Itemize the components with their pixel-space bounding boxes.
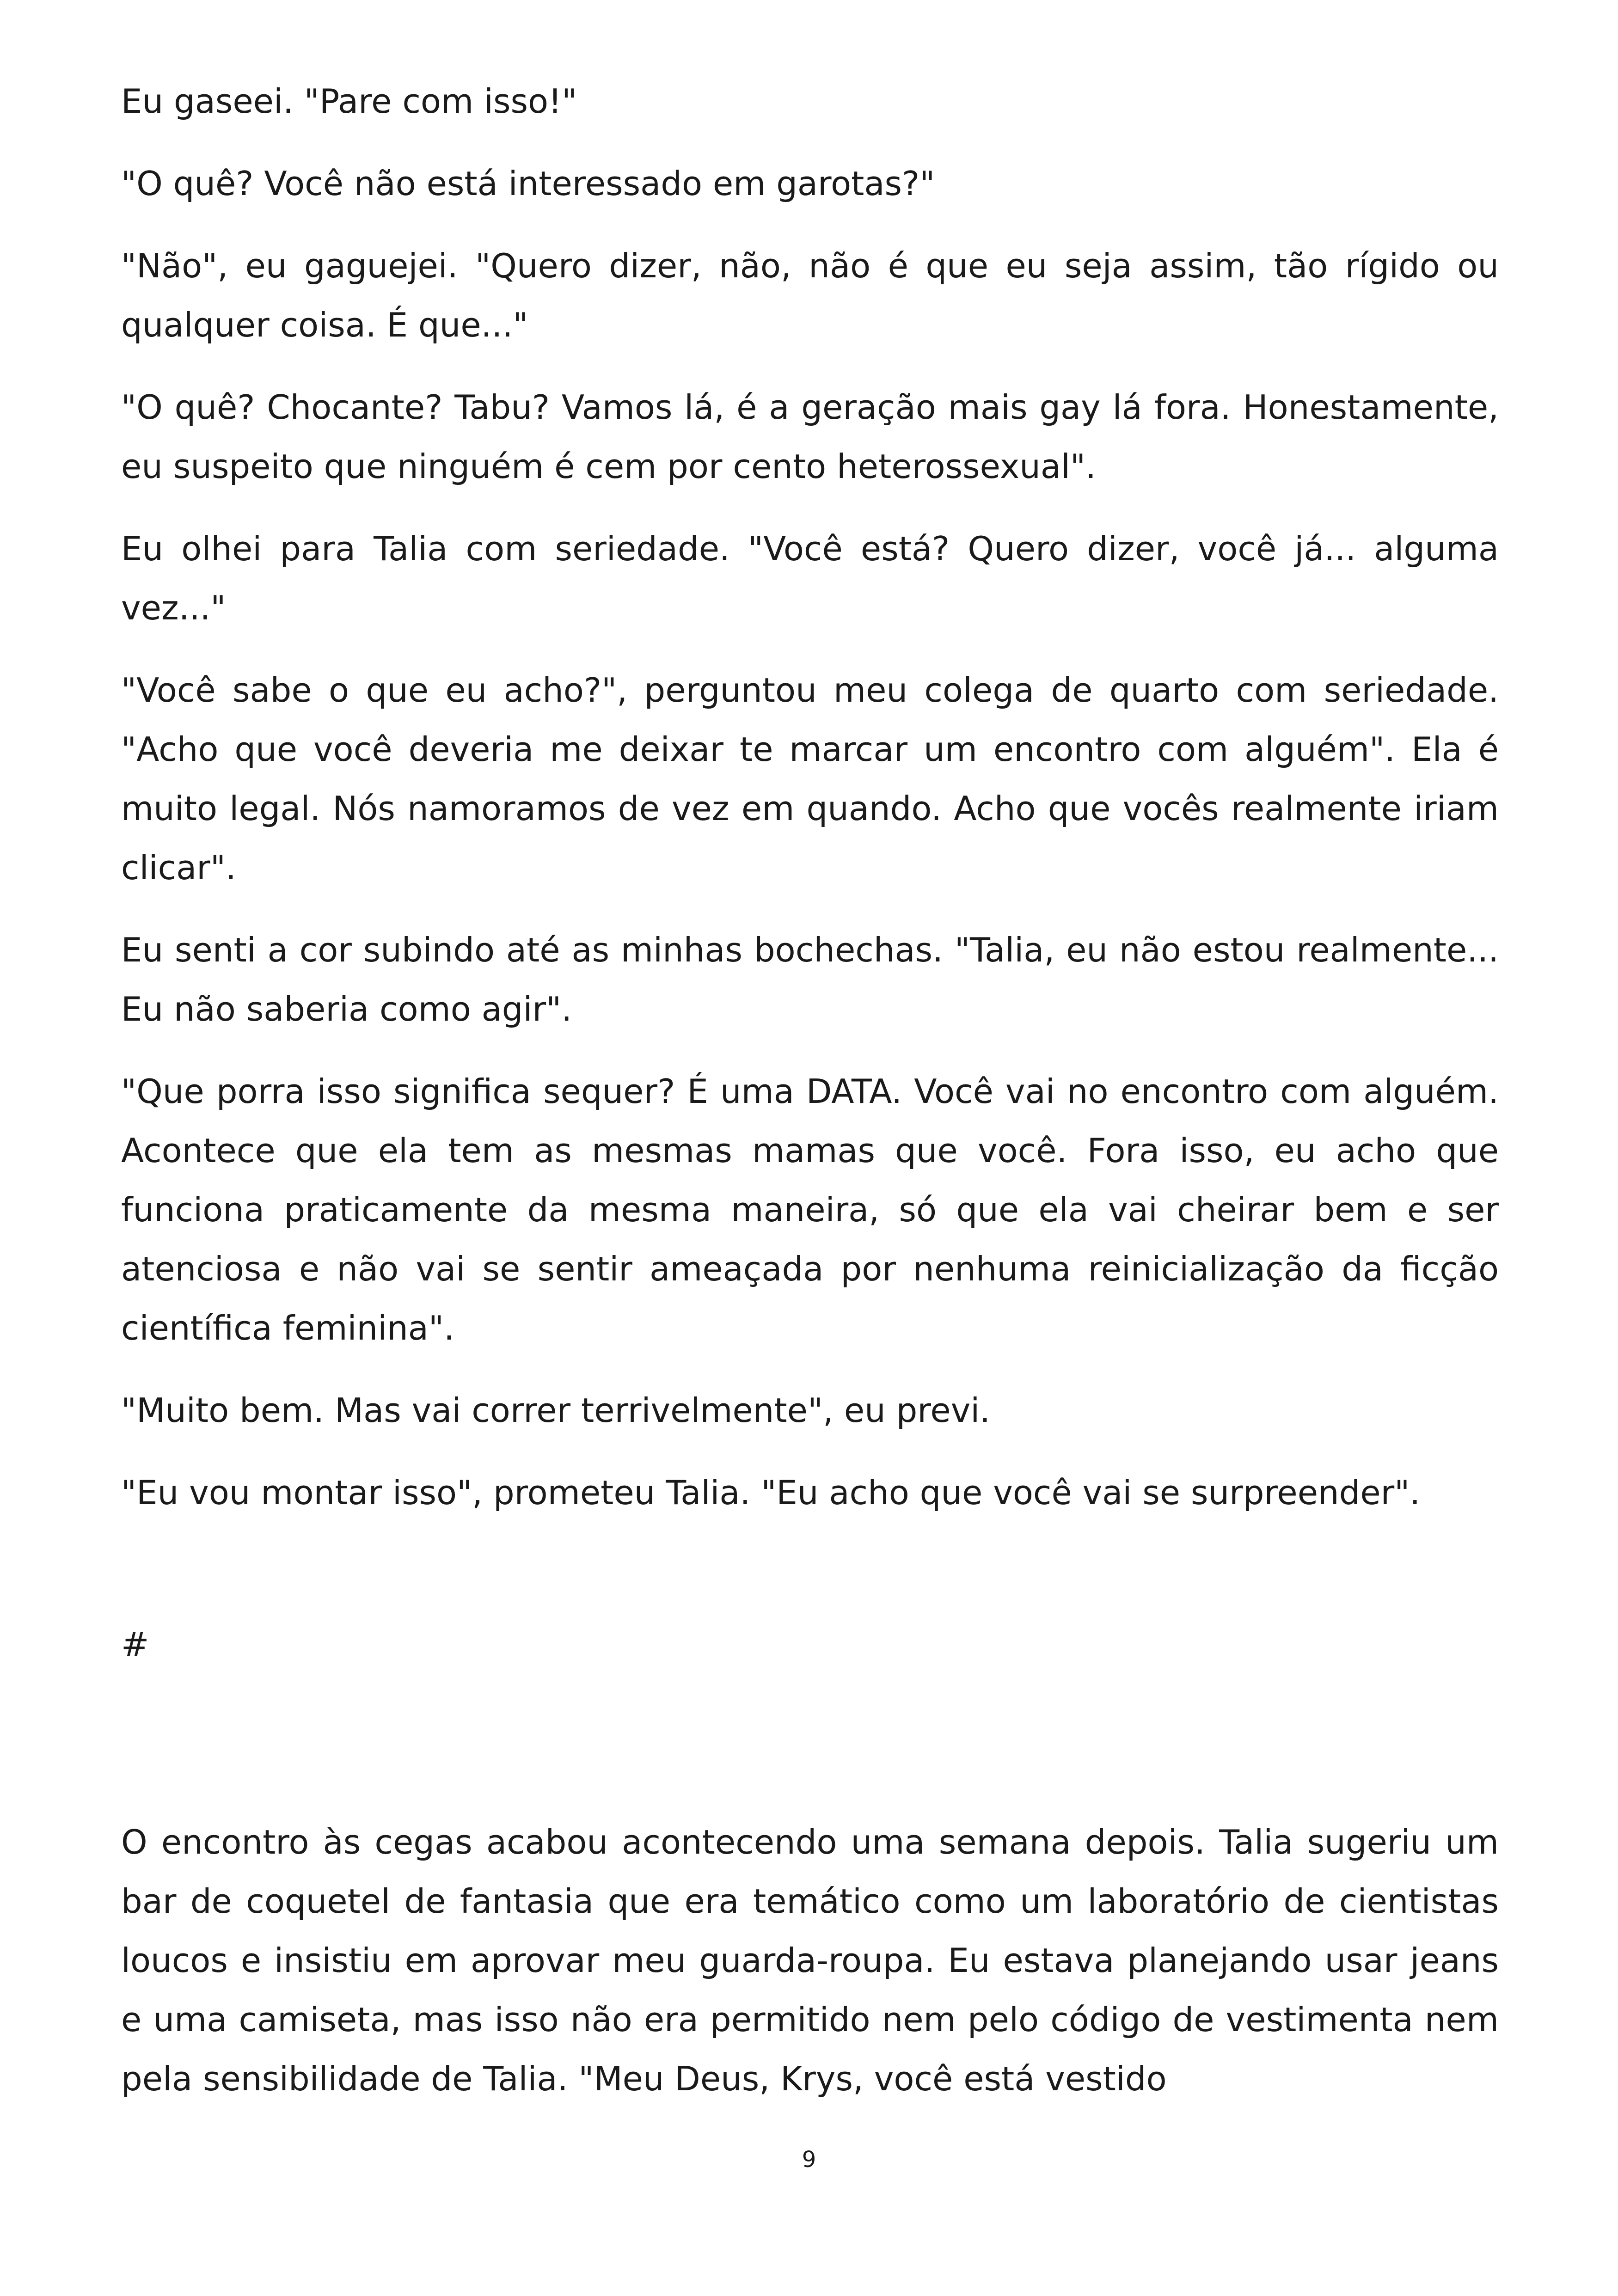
page-number: 9	[802, 2147, 816, 2173]
paragraph: "Que porra isso significa sequer? É uma DATA. Você vai no encontro com alguém. Acontece que ela tem as mesmas mamas que você. Fora isso, eu acho que funciona praticamente da mesma maneira, só que ela vai cheirar bem e ser atenciosa e não vai se sentir ameaçada por nenhuma reinicialização da ficção científica feminina".	[121, 1072, 1499, 1347]
body-text	[121, 72, 1499, 2131]
section-break-marker: #	[121, 1625, 149, 1664]
paragraph: "O quê? Chocante? Tabu? Vamos lá, é a geração mais gay lá fora. Honestamente, eu suspeito que ninguém é cem por cento heterossexual".	[121, 388, 1499, 486]
paragraph: Eu gaseei. "Pare com isso!"	[121, 82, 577, 121]
paragraph: Eu olhei para Talia com seriedade. "Você está? Quero dizer, você já... alguma vez..."	[121, 529, 1499, 627]
paragraph: "O quê? Você não está interessado em garotas?"	[121, 164, 935, 203]
paragraph: Eu senti a cor subindo até as minhas bochechas. "Talia, eu não estou realmente... Eu não saberia como agir".	[121, 931, 1499, 1029]
paragraph: O encontro às cegas acabou acontecendo uma semana depois. Talia sugeriu um bar de coquetel de fantasia que era temático como um laboratório de cientistas loucos e insistiu em aprovar meu guarda-roupa. Eu estava planejando usar jeans e uma camiseta, mas isso não era permitido nem pelo código de vestimenta nem pela sensibilidade de Talia. "Meu Deus, Krys, você está vestido	[121, 1823, 1499, 2098]
paragraph: "Não", eu gaguejei. "Quero dizer, não, não é que eu seja assim, tão rígido ou qualquer coisa. É que..."	[121, 246, 1499, 344]
paragraph: "Muito bem. Mas vai correr terrivelmente", eu previ.	[121, 1391, 991, 1430]
paragraph: "Eu vou montar isso", prometeu Talia. "Eu acho que você vai se surpreender".	[121, 1473, 1421, 1512]
paragraph: "Você sabe o que eu acho?", perguntou meu colega de quarto com seriedade. "Acho que você deveria me deixar te marcar um encontro com alguém". Ela é muito legal. Nós namoramos de vez em quando. Acho que vocês realmente iriam clicar".	[121, 671, 1499, 887]
